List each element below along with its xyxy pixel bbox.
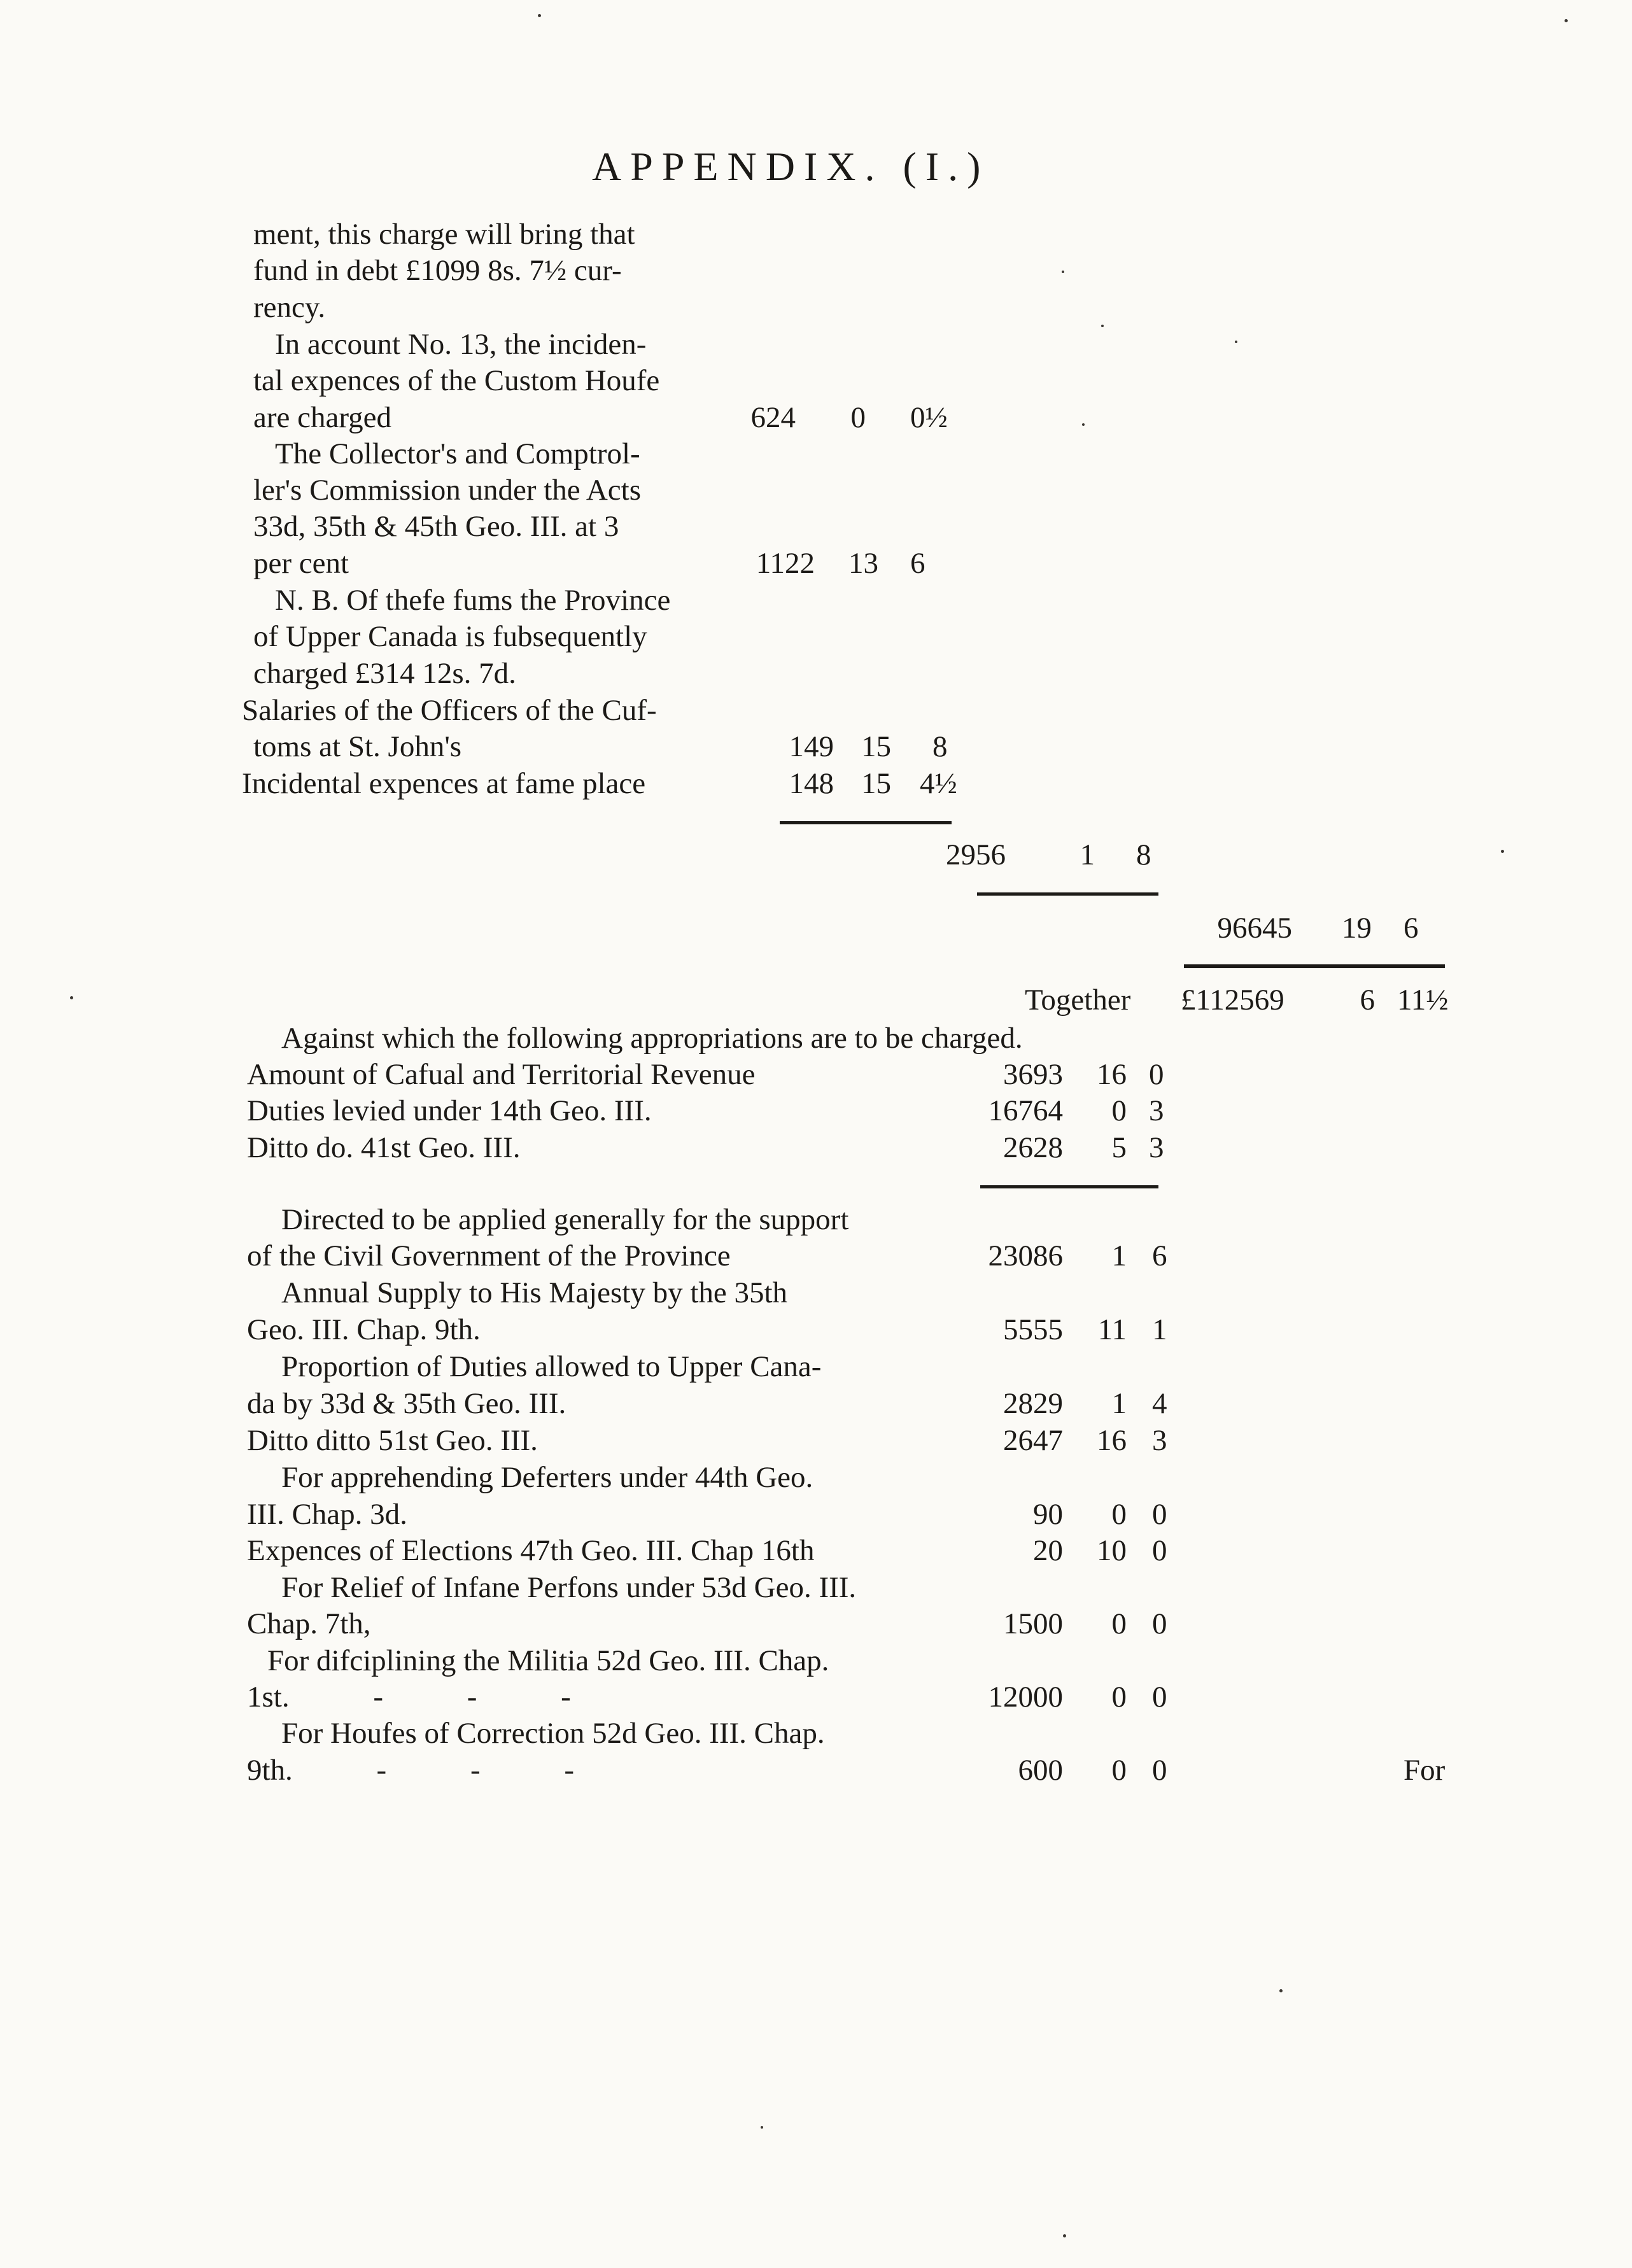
amount-pounds: 149 (789, 730, 834, 763)
scan-speck (538, 14, 541, 17)
item-pence: 3 (1149, 1094, 1164, 1127)
entry-line1: For Houfes of Correction 52d Geo. III. Chap. (281, 1717, 825, 1750)
amount-shillings: 15 (861, 767, 891, 800)
scan-speck (761, 2126, 763, 2129)
entry-line1: For difciplining the Militia 52d Geo. III. Chap. (267, 1644, 829, 1677)
scan-speck (1501, 850, 1504, 853)
entry-line2: Expences of Elections 47th Geo. III. Chap 16th (247, 1534, 815, 1567)
entry-pounds: 23086 (988, 1239, 1063, 1272)
item-label: Duties levied under 14th Geo. III. (247, 1094, 652, 1127)
entry-shillings: 10 (1097, 1534, 1127, 1567)
text-line: fund in debt £1099 8s. 7½ cur- (253, 254, 622, 287)
amount-pounds: 624 (750, 401, 796, 434)
item-shillings: 5 (1111, 1131, 1127, 1164)
amount-pence: 8 (932, 730, 948, 763)
sum-rule (980, 1185, 1158, 1188)
text-line: The Collector's and Comptrol- (275, 437, 640, 470)
entry-line2: 1st. - - - (247, 1680, 571, 1714)
entry-pounds: 5555 (1003, 1313, 1063, 1346)
item-pounds: 3693 (1003, 1058, 1063, 1091)
entry-pence: 6 (1152, 1239, 1167, 1272)
carried-pounds: 96645 (1217, 912, 1292, 945)
entry-pence: 0 (1152, 1680, 1167, 1714)
entry-pounds: 2829 (1003, 1387, 1063, 1420)
text-line: per cent (253, 547, 349, 580)
together-shillings: 6 (1360, 983, 1375, 1017)
together-pence: 11½ (1397, 983, 1449, 1017)
scan-speck (1101, 325, 1104, 327)
entry-line2: Geo. III. Chap. 9th. (247, 1313, 481, 1346)
entry-shillings: 0 (1111, 1754, 1127, 1787)
entry-line2: Ditto ditto 51st Geo. III. (247, 1424, 538, 1457)
entry-shillings: 0 (1111, 1498, 1127, 1531)
entry-shillings: 1 (1111, 1239, 1127, 1272)
entry-pounds: 20 (1033, 1534, 1063, 1567)
entry-pence: 3 (1152, 1424, 1167, 1457)
text-line: ler's Commission under the Acts (253, 474, 641, 507)
sum-rule (977, 892, 1158, 896)
entry-pounds: 1500 (1003, 1607, 1063, 1640)
text-line: rency. (253, 291, 326, 324)
amount-shillings: 13 (848, 547, 878, 580)
together-pounds: £112569 (1181, 983, 1284, 1017)
sum-rule (1184, 964, 1445, 968)
text-line: are charged (253, 401, 392, 434)
item-label: Ditto do. 41st Geo. III. (247, 1131, 521, 1164)
item-pounds: 2628 (1003, 1131, 1063, 1164)
subtotal-pounds: 2956 (946, 838, 1006, 871)
item-shillings: 16 (1097, 1058, 1127, 1091)
entry-pounds: 2647 (1003, 1424, 1063, 1457)
page-title: APPENDIX. (I.) (592, 144, 990, 189)
entry-shillings: 11 (1097, 1313, 1127, 1346)
text-line: N. B. Of thefe fums the Province (275, 584, 671, 617)
entry-pounds: 600 (1018, 1754, 1063, 1787)
amount-pounds: 148 (789, 767, 834, 800)
amount-pence: 6 (910, 547, 925, 580)
amount-shillings: 0 (850, 401, 866, 434)
text-line: toms at St. John's (253, 730, 462, 763)
entry-line1: Directed to be applied generally for the support (281, 1203, 849, 1236)
subtotal-shillings: 1 (1080, 838, 1095, 871)
scan-speck (1062, 271, 1064, 273)
entry-line2: da by 33d & 35th Geo. III. (247, 1387, 566, 1420)
entry-pence: 0 (1152, 1754, 1167, 1787)
entry-pounds: 12000 (988, 1680, 1063, 1714)
item-shillings: 0 (1111, 1094, 1127, 1127)
entry-line2: 9th. - - - (247, 1754, 575, 1787)
entry-pence: 0 (1152, 1534, 1167, 1567)
carried-pence: 6 (1403, 912, 1419, 945)
item-pence: 3 (1149, 1131, 1164, 1164)
scan-speck (1082, 423, 1085, 426)
scan-speck (1235, 341, 1237, 343)
entry-shillings: 0 (1111, 1680, 1127, 1714)
entry-shillings: 0 (1111, 1607, 1127, 1640)
sum-rule (780, 821, 952, 824)
text-line: Salaries of the Officers of the Cuf- (242, 694, 657, 727)
amount-pence: 4½ (920, 767, 957, 800)
amount-pounds: 1122 (756, 547, 815, 580)
text-line: 33d, 35th & 45th Geo. III. at 3 (253, 510, 619, 543)
amount-shillings: 15 (861, 730, 891, 763)
item-pounds: 16764 (988, 1094, 1063, 1127)
catchword: For (1403, 1754, 1446, 1787)
text-line: tal expences of the Custom Houfe (253, 364, 660, 397)
amount-pence: 0½ (910, 401, 948, 434)
entry-line2: of the Civil Government of the Province (247, 1239, 731, 1272)
entry-pence: 4 (1152, 1387, 1167, 1420)
scan-speck (1063, 2234, 1066, 2237)
intro-line: Against which the following appropriations are to be charged. (281, 1022, 1023, 1055)
entry-shillings: 16 (1097, 1424, 1127, 1457)
entry-pounds: 90 (1033, 1498, 1063, 1531)
text-line: of Upper Canada is fubsequently (253, 620, 647, 653)
entry-shillings: 1 (1111, 1387, 1127, 1420)
item-pence: 0 (1149, 1058, 1164, 1091)
scan-speck (70, 996, 73, 999)
scan-speck (1565, 19, 1568, 22)
text-line: charged £314 12s. 7d. (253, 657, 516, 690)
entry-pence: 0 (1152, 1607, 1167, 1640)
entry-line2: Chap. 7th, (247, 1607, 371, 1640)
entry-line1: Proportion of Duties allowed to Upper Cana- (281, 1350, 822, 1383)
scan-speck (1279, 1989, 1283, 1992)
text-line: Incidental expences at fame place (242, 767, 646, 800)
entry-line1: Annual Supply to His Majesty by the 35th (281, 1276, 788, 1309)
entry-pence: 1 (1152, 1313, 1167, 1346)
text-line: ment, this charge will bring that (253, 218, 635, 251)
item-label: Amount of Cafual and Territorial Revenue (247, 1058, 756, 1091)
entry-line2: III. Chap. 3d. (247, 1498, 407, 1531)
entry-line1: For Relief of Infane Perfons under 53d Geo. III. (281, 1571, 857, 1604)
text-line: In account No. 13, the inciden- (275, 328, 647, 361)
entry-pence: 0 (1152, 1498, 1167, 1531)
subtotal-pence: 8 (1136, 838, 1151, 871)
carried-shillings: 19 (1342, 912, 1372, 945)
together-label: Together (1025, 983, 1131, 1017)
entry-line1: For apprehending Deferters under 44th Geo. (281, 1461, 813, 1494)
